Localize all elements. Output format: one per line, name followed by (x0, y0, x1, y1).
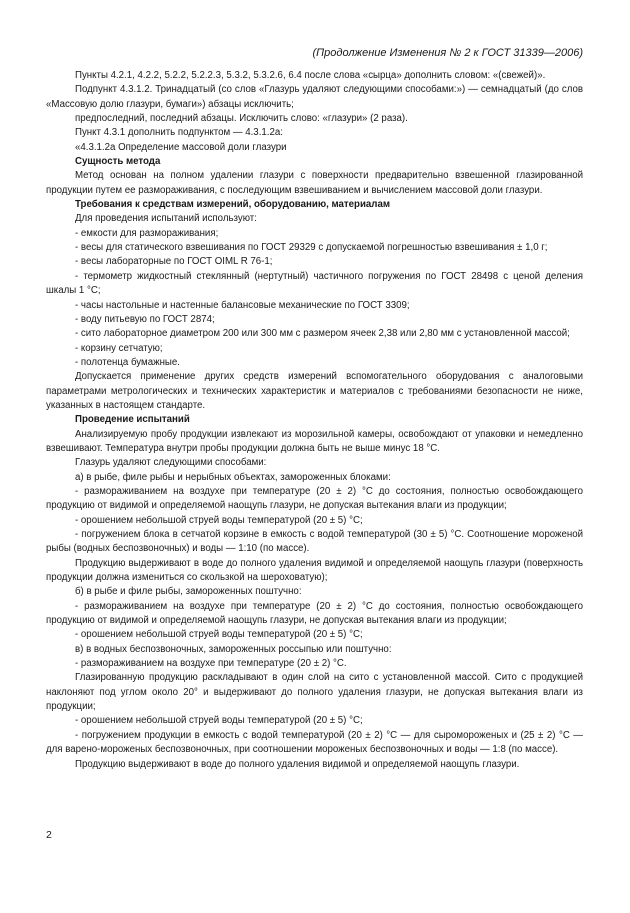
paragraph: - полотенца бумажные. (75, 356, 180, 368)
paragraph: - весы лабораторные по ГОСТ OIML R 76-1; (75, 256, 273, 268)
paragraph: Подпункт 4.3.1.2. Тринадцатый (со слов «Глазурь удаляют следующими способами:») — семнадцатый (до слов «Массовую долю глазури, бумаги») абзацы исключить; (46, 84, 583, 110)
paragraph: Для проведения испытаний используют: (75, 213, 257, 225)
section-heading: Требования к средствам измерений, оборудованию, материалам (75, 199, 391, 211)
paragraph: Продукцию выдерживают в воде до полного удаления видимой и определяемой наощупь глазури. (75, 758, 520, 770)
paragraph: - размораживанием на воздухе при температуре (20 ± 2) °С до состояния, полностью освобождающего продукцию от видимой и определяемой наощупь глазури, не допуская вытекания влаги из продукции; (46, 600, 583, 627)
section-heading: Проведение испытаний (75, 414, 190, 426)
paragraph: Пункт 4.3.1 дополнить подпунктом — 4.3.1.2а: (75, 127, 283, 139)
paragraph: - часы настольные и настенные балансовые механические по ГОСТ 3309; (75, 299, 410, 311)
paragraph: в) в водных беспозвоночных, замороженных россыпью или поштучно: (75, 643, 392, 655)
paragraph: - погружением блока в сетчатой корзине в емкость с водой температурой (30 ± 5) °С. Соотношение мороженой рыбы (водных беспозвоночных) и воды — 1:10 (по массе). (46, 529, 583, 555)
paragraph: Пункты 4.2.1, 4.2.2, 5.2.2, 5.2.2.3, 5.3.2, 5.3.2.6, 6.4 после слова «сырца» дополнить словом: «(свежей)». (75, 70, 546, 81)
paragraph: - воду питьевую по ГОСТ 2874; (75, 313, 215, 325)
paragraph: - орошением небольшой струей воды температурой (20 ± 5) °С; (75, 715, 363, 727)
paragraph: - сито лабораторное диаметром 200 или 300 мм с размером ячеек 2,38 или 2,80 мм с установленной массой; (75, 328, 570, 340)
paragraph: - размораживанием на воздухе при температуре (20 ± 2) °С. (75, 658, 347, 670)
paragraph: Глазированную продукцию раскладывают в один слой на сито с установленной массой. Сито с продукцией наклоняют под углом около 20° и выдерживают до полного удаления глазури, не допуская вытекания влаги из продукции; (46, 672, 583, 713)
paragraph: Допускается применение других средств измерений вспомогательного оборудования с аналоговыми параметрами метрологических и технических характеристик и материалов с требованиями безопасности не ниже, указанных в настоящем стандарте. (46, 371, 583, 411)
paragraph: - термометр жидкостный стеклянный (нертутный) частичного погружения по ГОСТ 28498 с ценой деления шкалы 1 °С; (46, 270, 583, 297)
paragraph: - корзину сетчатую; (75, 342, 163, 354)
paragraph: - орошением небольшой струей воды температурой (20 ± 5) °С; (75, 514, 363, 526)
paragraph: Продукцию выдерживают в воде до полного удаления видимой и определяемой наощупь глазури (поверхность продукции должна измениться со скользкой на шероховатую); (46, 557, 583, 584)
paragraph: Метод основан на полном удалении глазури с поверхности предварительно взвешенной глазированной продукции путем ее размораживания, с последующим взвешиванием и вычислением массовой доли глазури. (46, 170, 583, 196)
paragraph: а) в рыбе, филе рыбы и нерыбных объектах, замороженных блоками: (75, 471, 391, 483)
paragraph: б) в рыбе и филе рыбы, замороженных поштучно: (75, 586, 302, 598)
running-header: (Продолжение Изменения № 2 к ГОСТ 31339—2006) (312, 47, 583, 59)
paragraph: предпоследний, последний абзацы. Исключить слово: «глазури» (2 раза). (75, 113, 408, 125)
paragraph: - размораживанием на воздухе при температуре (20 ± 2) °С до состояния, полностью освобождающего продукцию от видимой и определяемой наощупь глазури, не допуская вытекания влаги из продукции; (46, 485, 583, 512)
paragraph: - погружением продукции в емкость с водой температурой (20 ± 2) °С — для сыромороженых и (25 ± 2) °С — для варено-мороженых беспозвоночных, при соотношении мороженых беспозвоночных и воды — 1:8 (по массе). (46, 729, 583, 756)
paragraph: - весы для статического взвешивания по ГОСТ 29329 с допускаемой погрешностью взвешивания ± 1,0 г; (75, 242, 548, 254)
page-number: 2 (46, 829, 52, 841)
paragraph: «4.3.1.2а Определение массовой доли глазури (75, 141, 287, 153)
paragraph: - орошением небольшой струей воды температурой (20 ± 5) °С; (75, 629, 363, 641)
paragraph: Глазурь удаляют следующими способами: (75, 457, 267, 469)
paragraph: Анализируемую пробу продукции извлекают из морозильной камеры, освобождают от упаковки и немедленно взвешивают. Температура внутри пробы продукции должна быть не выше минус 18 °С. (46, 428, 583, 454)
document-body (46, 69, 583, 772)
section-heading: Сущность метода (75, 156, 161, 168)
paragraph: - емкости для размораживания; (75, 227, 219, 239)
